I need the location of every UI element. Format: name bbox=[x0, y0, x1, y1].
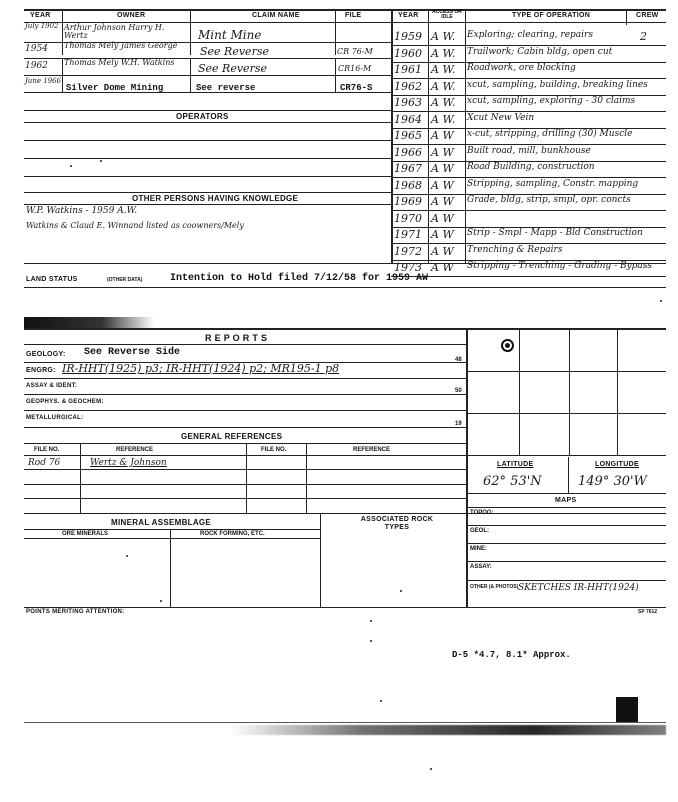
operation-access: A W. bbox=[431, 80, 456, 93]
operation-access: A W. bbox=[431, 47, 456, 60]
operation-type: Strip - Smpl - Mapp - Bld Construction bbox=[467, 228, 643, 238]
geol-label: GEOL: bbox=[470, 528, 489, 534]
operation-year: 1969 bbox=[394, 195, 422, 208]
operation-access: A W bbox=[431, 195, 454, 208]
engrg-value: IR-HHT(1925) p3; IR-HHT(1924) p2; MR195-1 p8 bbox=[62, 362, 340, 375]
operation-access: A W bbox=[431, 228, 454, 241]
header-claim-name: CLAIM NAME bbox=[252, 12, 300, 19]
general-refs-title: GENERAL REFERENCES bbox=[181, 432, 283, 441]
owner-row-file: CR76-S bbox=[340, 83, 373, 93]
operation-access: A W bbox=[431, 162, 454, 175]
scale-19: 19 bbox=[455, 421, 462, 427]
form-number: SP 7612 bbox=[638, 609, 658, 615]
points-meriting-label: POINTS MERITING ATTENTION: bbox=[26, 609, 125, 615]
ore-minerals-label: ORE MINERALS bbox=[62, 531, 109, 537]
gen-ref-row-file: Rod 76 bbox=[28, 458, 61, 468]
metallurgical-label: METALLURGICAL: bbox=[26, 415, 84, 421]
latitude-value: 62° 53'N bbox=[483, 474, 542, 489]
header-access: ACCESS OR IDLE bbox=[432, 9, 462, 20]
operation-access: A W. bbox=[431, 30, 456, 43]
owner-row-year: 1962 bbox=[25, 61, 48, 71]
topog-label: TOPOG: bbox=[470, 510, 494, 516]
operation-year: 1960 bbox=[394, 47, 422, 60]
latitude-label: LATITUDE bbox=[497, 461, 534, 468]
owner-row-owner: Thomas Mely James George bbox=[64, 41, 178, 50]
other-photos-value: SKETCHES IR-HHT(1924) bbox=[518, 583, 639, 593]
owner-row-year: July 1902 bbox=[25, 22, 59, 30]
operation-type: Stripping - Trenching - Grading - Bypass bbox=[467, 261, 653, 271]
operation-type: xcut, sampling, building, breaking lines bbox=[467, 80, 648, 90]
gen-ref-row-ref: Wertz & Johnson bbox=[90, 458, 167, 468]
operators-title: OPERATORS bbox=[176, 112, 229, 121]
operation-type: Grade, bldg, strip, smpl, opr. concts bbox=[467, 195, 631, 205]
operation-year: 1963 bbox=[394, 96, 422, 109]
operation-type: Exploring; clearing, repairs bbox=[467, 30, 593, 40]
points-note: D-5 *4.7, 8.1* Approx. bbox=[452, 650, 571, 660]
scale-50: 50 bbox=[455, 388, 462, 394]
longitude-value: 149° 30'W bbox=[578, 474, 647, 489]
location-marker-icon bbox=[501, 339, 514, 352]
operation-access: A W. bbox=[431, 113, 456, 126]
operation-access: A W bbox=[431, 146, 454, 159]
scale-48: 48 bbox=[455, 357, 462, 363]
operation-year: 1966 bbox=[394, 146, 422, 159]
header-owner: OWNER bbox=[117, 12, 146, 19]
operation-access: A W bbox=[431, 212, 454, 225]
associated-rock-types-title: ASSOCIATED ROCK TYPES bbox=[360, 516, 434, 531]
other-persons-title: OTHER PERSONS HAVING KNOWLEDGE bbox=[132, 194, 299, 203]
operation-year: 1964 bbox=[394, 113, 422, 126]
gen-ref-col-file2: FILE NO. bbox=[261, 447, 287, 453]
owner-row-file: CR16-M bbox=[338, 64, 372, 73]
operation-year: 1970 bbox=[394, 212, 422, 225]
other-person-line: Watkins & Claud E. Winnand listed as coowners/Mely bbox=[26, 221, 244, 230]
engrg-label: ENGRG: bbox=[26, 367, 56, 374]
operation-year: 1971 bbox=[394, 228, 422, 241]
operation-access: A W. bbox=[431, 63, 456, 76]
other-photos-label: OTHER (& PHOTOS) bbox=[470, 584, 519, 590]
owner-row-claim: See Reverse bbox=[200, 45, 269, 58]
rock-forming-label: ROCK FORMING, ETC. bbox=[200, 531, 265, 537]
owner-row-year: June 1966 bbox=[25, 77, 62, 85]
owner-row-year: 1954 bbox=[25, 44, 48, 54]
gen-ref-col-ref: REFERENCE bbox=[116, 447, 154, 453]
operation-year: 1967 bbox=[394, 162, 422, 175]
assay-map-label: ASSAY: bbox=[470, 564, 492, 570]
operation-access: A W bbox=[431, 179, 454, 192]
operation-type: x-cut, stripping, drilling (30) Muscle bbox=[467, 129, 633, 139]
operation-type: Roadwork, ore blocking bbox=[467, 63, 576, 73]
land-status-sub: (OTHER DATA) bbox=[107, 277, 143, 283]
mine-label: MINE: bbox=[470, 546, 487, 552]
operation-type: Trenching & Repairs bbox=[467, 245, 563, 255]
scan-artifact-block bbox=[616, 697, 638, 722]
geophys-label: GEOPHYS. & GEOCHEM: bbox=[26, 399, 104, 405]
operation-type: Built road, mill, bunkhouse bbox=[467, 146, 591, 156]
other-person-line: W.P. Watkins - 1959 A.W. bbox=[26, 206, 138, 216]
operation-year: 1959 bbox=[394, 30, 422, 43]
operation-year: 1961 bbox=[394, 63, 422, 76]
operation-type: Road Building, construction bbox=[467, 162, 595, 172]
owner-row-owner: Arthur Johnson Harry H. Wertz bbox=[64, 23, 165, 40]
operation-crew: 2 bbox=[640, 30, 647, 43]
operation-access: A W bbox=[431, 129, 454, 142]
operation-type: Trailwork; Cabin bldg, open cut bbox=[467, 47, 613, 57]
assay-ident-label: ASSAY & IDENT: bbox=[26, 383, 78, 389]
gen-ref-col-ref2: REFERENCE bbox=[353, 447, 391, 453]
header-crew: CREW bbox=[636, 12, 659, 19]
operation-access: A W bbox=[431, 261, 454, 274]
owner-row-owner: Thomas Mely W.H. Watkins bbox=[64, 58, 175, 67]
operation-year: 1962 bbox=[394, 80, 422, 93]
land-status-label: LAND STATUS bbox=[26, 276, 78, 283]
scan-artifact-band bbox=[230, 725, 666, 735]
operation-type: xcut, sampling, exploring - 30 claims bbox=[467, 96, 636, 106]
maps-label: MAPS bbox=[555, 497, 577, 504]
owner-row-claim: See Reverse bbox=[198, 62, 267, 75]
owner-row-file: CR 76-M bbox=[337, 47, 373, 56]
operation-year: 1972 bbox=[394, 245, 422, 258]
header-file: FILE bbox=[345, 12, 362, 19]
operation-access: A W. bbox=[431, 96, 456, 109]
operation-year: 1973 bbox=[394, 261, 422, 274]
land-status-value: Intention to Hold filed 7/12/58 for 1959 AW bbox=[170, 273, 429, 284]
gen-ref-col-file: FILE NO. bbox=[34, 447, 60, 453]
header-year: YEAR bbox=[30, 12, 51, 19]
header-type-operation: TYPE OF OPERATION bbox=[512, 12, 591, 19]
operation-year: 1965 bbox=[394, 129, 422, 142]
owner-row-owner: Silver Dome Mining bbox=[66, 83, 164, 93]
mineral-assemblage-title: MINERAL ASSEMBLAGE bbox=[111, 518, 212, 527]
reports-title: R E P O R T S bbox=[205, 333, 268, 343]
longitude-label: LONGITUDE bbox=[595, 461, 639, 468]
geology-label: GEOLOGY: bbox=[26, 351, 66, 358]
header-year-right: YEAR bbox=[398, 12, 419, 19]
geology-value: See Reverse Side bbox=[84, 347, 181, 358]
operation-year: 1968 bbox=[394, 179, 422, 192]
operation-access: A W bbox=[431, 245, 454, 258]
operation-type: Xcut New Vein bbox=[467, 113, 535, 123]
owner-row-claim: Mint Mine bbox=[198, 28, 262, 42]
owner-row-claim: See reverse bbox=[196, 83, 256, 93]
operation-type: Stripping, sampling, Constr. mapping bbox=[467, 179, 639, 189]
